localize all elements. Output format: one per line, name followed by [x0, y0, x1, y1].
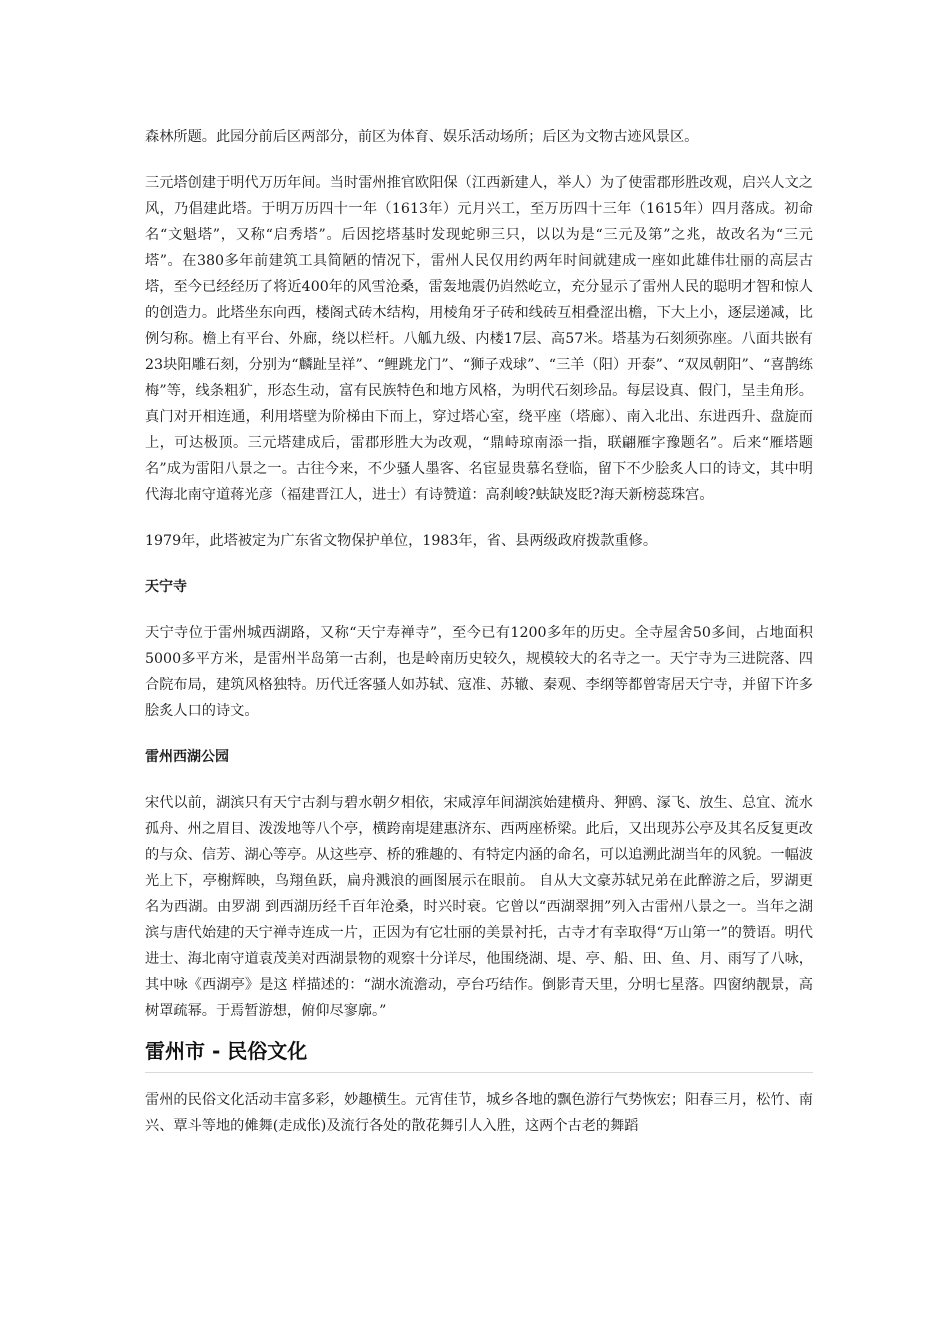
spacer — [145, 1073, 813, 1087]
tianning-temple-heading: 天宁寺 — [145, 579, 187, 595]
folk-culture-paragraph: 雷州的民俗文化活动丰富多彩，妙趣横生。元宵佳节，城乡各地的飘色游行气势恢宏；阳春三月，松竹、南兴、覃斗等地的傩舞(走成伥)及流行各处的散花舞引人入胜，这两个古老的舞蹈 — [145, 1092, 813, 1134]
xihu-park-paragraph: 宋代以前，湖滨只有天宁古刹与碧水朝夕相依，宋咸淳年间湖滨始建横舟、狎鸥、溕飞、放生、总宜、流水孤舟、州之眉目、泼泼地等八个亭，横跨南堤建惠济东、西两座桥梁。此后，又出现苏公亭及其名反复更改的与众、信芳、湖心等亭。从这些亭、桥的雅趣的、有特定内涵的命名，可以追溯此湖当年的风貌。一幅波光上下，亭榭辉映，鸟翔鱼跃，扁舟溅浪的画图展示在眼前。 自从大文豪苏轼兄弟在此醉游之后，罗湖更名为西湖。由罗湖 到西湖历经千百年沧桑，时兴时衰。它曾以“西湖翠拥”列入古雷州八景之一。当年之湖滨与唐代始建的天宁禅寺连成一片，正因为有它壮丽的美景衬托，古寺才有幸取得“万山第一”的赞语。明代进士、海北南守道袁茂美对西湖景物的观察十分详尽，他围绕湖、堤、亭、船、田、鱼、月、雨写了八咏，其中咏《西湖亭》是这 样描述的：“湖水流澹动，亭台巧结作。倒影青天里，分明七星落。四窗纳靓景，高树罩疏幂。于焉暂游想，俯仰尽寥廓。” — [145, 795, 813, 1019]
intro-paragraph: 森林所题。此园分前后区两部分，前区为体育、娱乐活动场所；后区为文物古迹风景区。 — [145, 129, 699, 145]
xihu-park-heading: 雷州西湖公园 — [145, 749, 229, 765]
spacer — [145, 508, 813, 528]
spacer — [145, 150, 813, 170]
folk-culture-heading: 雷州市 - 民俗文化 — [145, 1036, 813, 1073]
spacer — [145, 770, 813, 790]
spacer — [145, 554, 813, 574]
tianning-temple-paragraph: 天宁寺位于雷州城西湖路，又称“天宁寿禅寺”，至今已有1200多年的历史。全寺屋舍50多间，占地面积5000多平方米，是雷州半岛第一古刹，也是岭南历史较久，规模较大的名寺之一。天宁寺为三进院落、四合院布局，建筑风格独特。历代迁客骚人如苏轼、寇准、苏辙、秦观、李纲等都曾寄居天宁寺，并留下许多脍炙人口的诗文。 — [145, 625, 813, 719]
sanyuan-tower-paragraph: 三元塔创建于明代万历年间。当时雷州推官欧阳保（江西新建人，举人）为了使雷郡形胜改观，启兴人文之风，乃倡建此塔。于明万历四十一年（1613年）元月兴工，至万历四十三年（1615年）四月落成。初命名“文魁塔”，又称“启秀塔”。后因挖塔基时发现蛇卵三只，以以为是“三元及第”之兆，故改名为“三元塔”。在380多年前建筑工具简陋的情况下，雷州人民仅用约两年时间就建成一座如此雄伟壮丽的高层古塔，至今已经经历了将近400年的风雪沧桑，雷轰地震仍岿然屹立，充分显示了雷州人民的聪明才智和惊人的创造力。此塔坐东向西，楼阁式砖木结构，用棱角牙子砖和线砖互相叠涩出檐，下大上小，逐层递减，比例匀称。檐上有平台、外廊，绕以栏杆。八觚九级、内楼17层、高57米。塔基为石刻须弥座。八面共嵌有23块阳雕石刻，分别为“麟趾呈祥”、“鲤跳龙门”、“狮子戏球”、“三羊（阳）开泰”、“双凤朝阳”、“喜鹊练梅”等，线条粗犷，形态生动，富有民族特色和地方风格，为明代石刻珍品。每层设真、假门，呈圭角形。真门对开相连通，利用塔壁为阶梯由下而上，穿过塔心室，绕平座（塔廊）、南入北出、东进西升、盘旋而上，可达极顶。三元塔建成后，雷郡形胜大为改观，“鼎峙琼南添一指，联翩雁字豫题名”。后来“雁塔题名”成为雷阳八景之一。古往今来，不少骚人墨客、名宦显贵慕名登临，留下不少脍炙人口的诗文，其中明代海北南守道蒋光彦（福建晋江人，进士）有诗赞道：高刹峻?蚨缺岌眨?海天新榜蕊珠宫。 — [145, 175, 813, 503]
document-content — [145, 124, 813, 1139]
spacer — [145, 600, 813, 620]
spacer — [145, 724, 813, 744]
spacer — [145, 1024, 813, 1036]
protection-paragraph: 1979年，此塔被定为广东省文物保护单位，1983年，省、县两级政府拨款重修。 — [145, 533, 658, 549]
